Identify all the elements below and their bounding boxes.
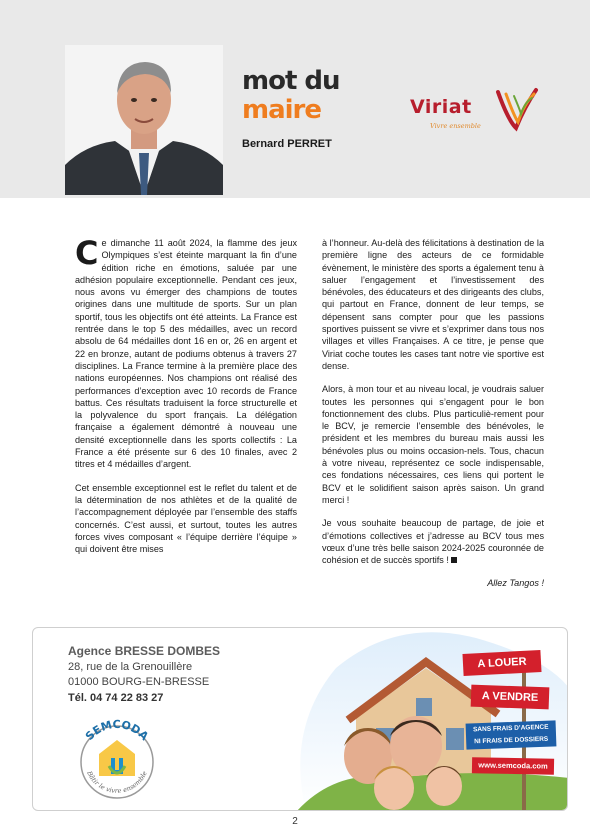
article-paragraph-1 bbox=[75, 234, 297, 471]
family-house-photo bbox=[276, 628, 568, 811]
semcoda-brand: SEMCODA bbox=[82, 717, 151, 743]
agency-name: BRESSE DOMBES bbox=[114, 644, 221, 658]
article-paragraph-5 bbox=[322, 517, 544, 566]
mayor-portrait bbox=[65, 45, 223, 195]
article-paragraph-1-text: e dimanche 11 août 2024, la flamme des jeux Olympiques s’est éteinte marquant la fin d’une édition riche en émotions, saluée par une adhésion populaire exceptionnelle. Pendant ces jeux, nous avons vu émerger des champions de toutes origines dans une multitude de sports. Sur un plan sportif, tous les objectifs ont été atteints. La France est rentrée dans le top 5 des médailles, avec un record absolu de 64 médailles dont 16 en or, 26 en argent et 22 en bronze, autant de podiums obtenus à travers 27 disciplines. La France termine à la première place des nations européennes. Nos champions ont réalisé des performances d’exception avec 10 records de France battus. Ces résultats traduisent la force structurelle et la polyvalence du sport français. La délégation française a également démontré à nouveau une densité exceptionnelle dans les sports collectifs : La France a été présente sur 6 des 10 finales, avec 2 titres et 4 médailles d’argent. bbox=[75, 238, 297, 470]
agency-address-line-1: 28, rue de la Grenouillère bbox=[68, 661, 193, 673]
article-paragraph-2: Cet ensemble exceptionnel est le reflet du talent et de la détermination de nos athlètes et de la qualité de l’accompagnement déployée par l’ensemble des staffs concernés. C’est aussi, et surtout, toutes les autres forces vives composant « l’équipe derrière l’équipe » qui doivent être mises bbox=[75, 482, 297, 555]
article-paragraph-4: Alors, à mon tour et au niveau local, je voudrais saluer toutes les personnes qui s’engagent pour le bon fonctionnement des clubs. Plus particuliè-rement pour le BCV, je remercie l’ensemble des bénévoles, le président et les membres du bureau mais aussi les bénévoles plus ou moins occasion-nels. Tous, chacun à votre niveau, représentez ce socle indispensable, ces fondations nécessaires, ces liens qui portent le BCV et le solidifient saison après saison. Un grand merci ! bbox=[322, 384, 544, 505]
sign-fees-line-1: SANS FRAIS D’AGENCE bbox=[472, 723, 549, 734]
sign-a-louer: A LOUER bbox=[462, 650, 541, 676]
article-column-1 bbox=[75, 234, 297, 566]
sign-fees-line-2: NI FRAIS DE DOSSIERS bbox=[474, 735, 549, 746]
agency-address-line-2: 01000 BOURG-EN-BRESSE bbox=[68, 676, 210, 688]
title-line-1: mot du bbox=[242, 66, 340, 96]
drop-cap: C bbox=[75, 234, 99, 272]
semcoda-logo bbox=[69, 714, 165, 810]
article-paragraph-3: à l’honneur. Au-delà des félicitations à destination de la première ligne des acteurs de ce formidable évènement, le ministère des sports a également tenu à saluer l’engagement et l’investissement des bénévoles, des éducateurs et des dirigeants des clubs, qui partout en France, donnent de leur temps, se dépensent sans compter pour que les passions sportives puissent se vivre et s’exprimer dans tous nos villages et villes Françaises. A ce titre, je pense que Viriat coche toutes les cases tant notre vie sportive est dense. bbox=[322, 238, 544, 371]
sign-a-vendre: A VENDRE bbox=[471, 685, 550, 710]
author-name: Bernard PERRET bbox=[242, 138, 332, 150]
article-paragraph-5-text: Je vous souhaite beaucoup de partage, de joie et d’émotions collectives et j’adresse au BCV tous mes vœux d’une très belle saison 2024-2025 couronnée de cohésion et de succès sportifs ! bbox=[322, 518, 544, 566]
svg-text:SEMCODA bbox=[83, 718, 151, 743]
agency-label: Agence bbox=[68, 644, 112, 658]
viriat-logo-tagline: Vivre ensemble bbox=[430, 122, 481, 130]
end-mark-icon bbox=[451, 557, 457, 563]
title-line-2: maire bbox=[242, 95, 322, 125]
sign-fees bbox=[466, 720, 557, 749]
viriat-logo bbox=[410, 86, 540, 132]
article-column-2 bbox=[322, 237, 544, 577]
agency-title bbox=[68, 644, 220, 658]
header-band bbox=[0, 0, 590, 198]
semcoda-advertisement[interactable] bbox=[32, 627, 568, 811]
page-number: 2 bbox=[292, 816, 298, 827]
sign-website[interactable]: www.semcoda.com bbox=[472, 757, 554, 774]
viriat-logo-word: Viriat bbox=[410, 96, 472, 118]
signoff: Allez Tangos ! bbox=[487, 578, 544, 588]
viriat-swoosh-icon bbox=[494, 86, 540, 132]
agency-phone: Tél. 04 74 22 83 27 bbox=[68, 692, 164, 704]
semcoda-tagline: Bâtir le vivre ensemble bbox=[85, 769, 149, 795]
